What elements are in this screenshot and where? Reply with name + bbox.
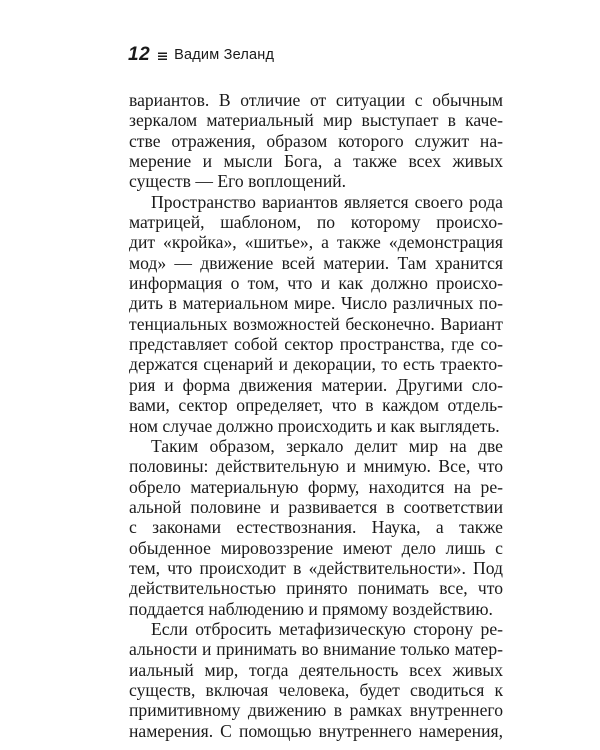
text-line: мерение и мысли Бога, а также всех живых [129,151,503,172]
running-header [128,44,274,66]
author-name: Вадим Зеланд [174,47,275,63]
text-line: половины: действительную и мнимую. Все, что [129,456,503,477]
text-line: тем, что происходит в «действительности». Под [129,557,503,578]
text-line: матрицей, шаблоном, по которому происхо- [129,212,503,233]
text-line: существ, включая человека, будет сводиться к [129,679,503,700]
text-line: представляет собой сектор пространства, где со- [129,334,503,355]
text-line: действительностью принято понимать все, что [129,578,503,599]
text-line: ном случае должно происходить и как выглядеть. [129,415,500,436]
text-line: обыденное мировоззрение имеют дело лишь с [129,537,503,558]
page-number: 12 [128,44,151,65]
separator-icon [158,51,167,60]
text-line: мод» — движение всей материи. Там хранится [129,252,503,273]
text-line: существ — Его воплощений. [129,171,347,192]
text-line: Если отбросить метафизическую сторону ре- [151,618,503,639]
text-line: вами, сектор определяет, что в каждом отдель- [129,395,503,416]
text-line: намерения. С помощью внутреннего намерения, [129,720,503,741]
text-line: дить в материальном мире. Число различных по- [129,293,503,314]
text-line: примитивному движению в рамках внутреннего [129,700,503,721]
body-text [129,90,503,741]
text-line: информация о том, что и как должно происхо- [129,273,503,294]
text-line: обрело материальную форму, находится на ре- [129,476,503,497]
text-line: зеркалом материальный мир выступает в каче- [129,110,503,131]
text-line: иальный мир, тогда деятельность всех живых [129,659,503,680]
text-line: рия и форма движения материи. Другими сло- [129,374,503,395]
text-line: поддается наблюдению и прямому воздействию. [129,598,493,619]
text-line: тенциальных возможностей бесконечно. Вариант [129,313,503,334]
text-line: альной половине и развивается в соответствии [129,496,503,517]
text-line: Пространство вариантов является своего рода [151,191,503,212]
text-line: дит «кройка», «шитье», а также «демонстрация [129,232,503,253]
text-line: с законами естествознания. Наука, а также [129,517,503,538]
text-line: альности и принимать во внимание только матер- [129,639,503,660]
text-line: стве отражения, образом которого служит на- [129,130,503,151]
text-line: Таким образом, зеркало делит мир на две [151,435,503,456]
text-line: вариантов. В отличие от ситуации с обычным [129,90,503,110]
text-line: держатся сценарий и декорации, то есть траекто- [129,354,503,375]
